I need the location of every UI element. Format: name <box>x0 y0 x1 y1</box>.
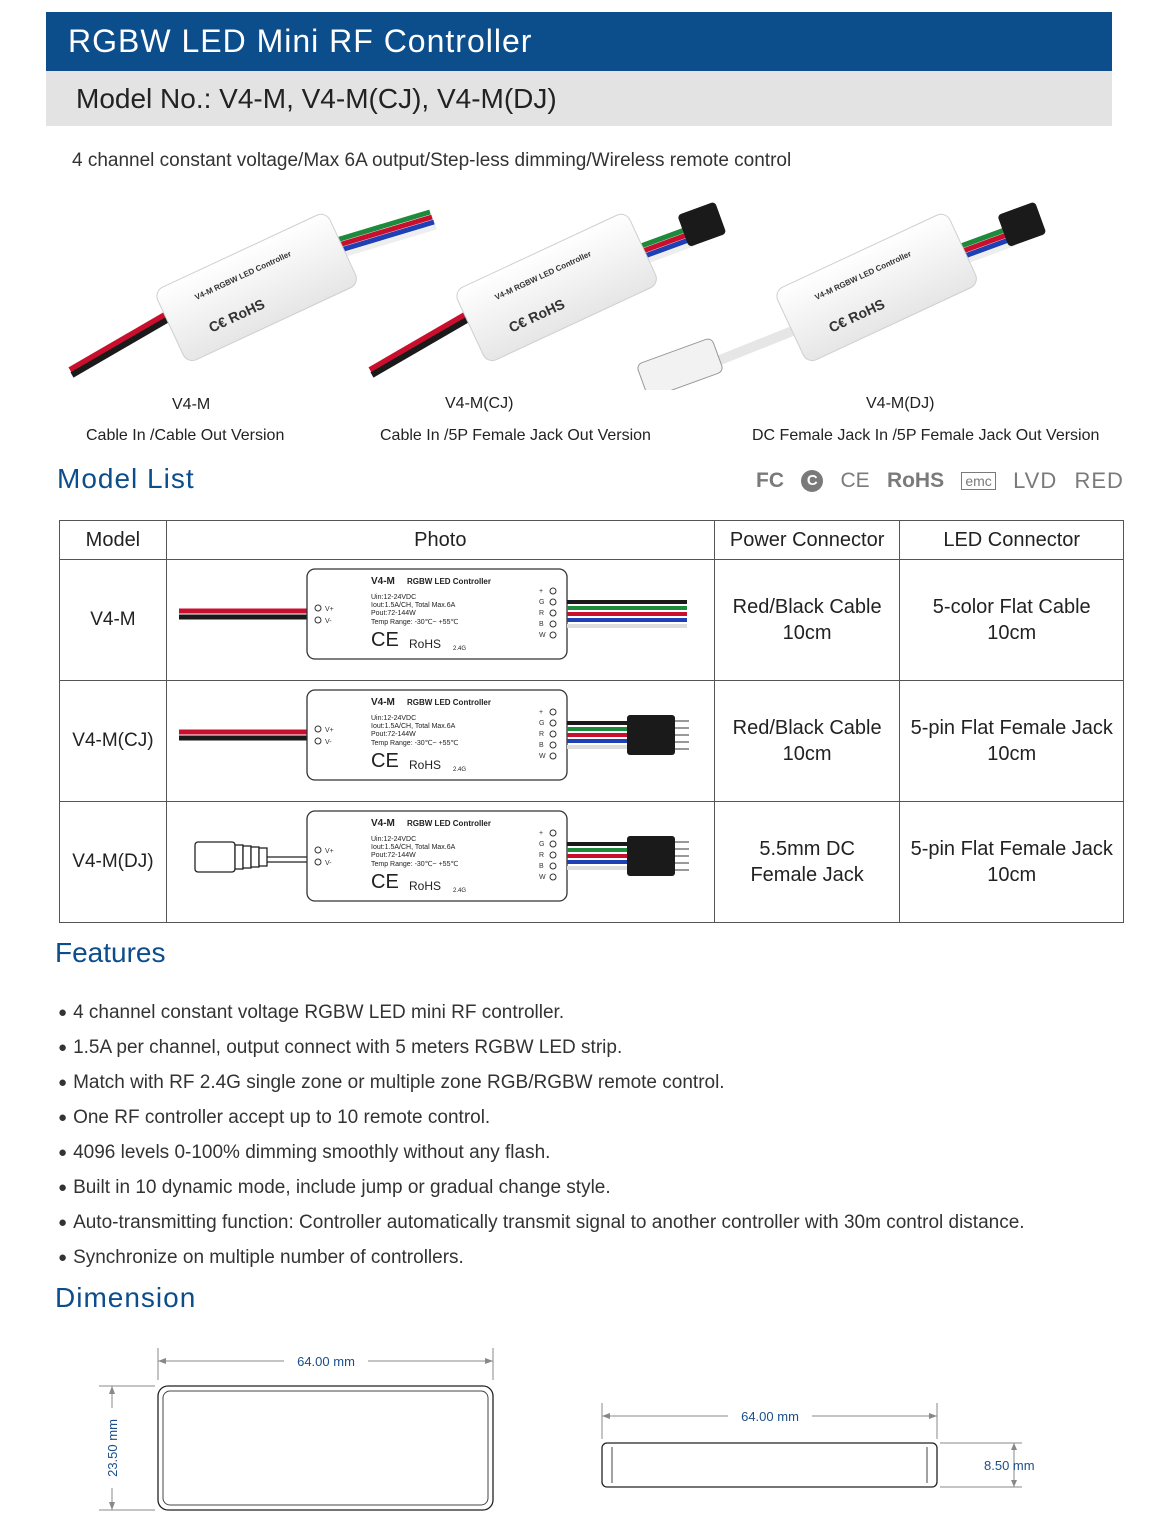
svg-text:C€ RoHS: C€ RoHS <box>826 295 888 336</box>
red-mark: RED <box>1074 468 1124 493</box>
power-connector-line-2: Female Jack <box>750 864 864 886</box>
list-item: ● One RF controller accept up to 10 remote control. <box>58 1101 1138 1136</box>
svg-text:V+: V+ <box>325 848 335 855</box>
row-photo <box>166 560 714 681</box>
led-connector-line-2: 10cm <box>987 864 1037 886</box>
svg-text:2.4G: 2.4G <box>453 888 467 894</box>
svg-text:RoHS: RoHS <box>409 879 442 893</box>
power-connector-line-1: 5.5mm DC <box>759 838 855 860</box>
dimension-side-view <box>590 1395 1060 1495</box>
hero-products <box>0 190 1170 390</box>
svg-text:C€ RoHS: C€ RoHS <box>506 295 568 336</box>
row-photo <box>166 681 714 802</box>
led-connector-line-1: 5-color Flat Cable <box>932 596 1091 618</box>
svg-text:Pout:72-144W: Pout:72-144W <box>371 610 417 617</box>
svg-text:G: G <box>539 720 545 727</box>
svg-text:W: W <box>539 874 546 881</box>
row-led-connector <box>900 560 1124 681</box>
svg-text:R: R <box>539 610 545 617</box>
table-row <box>60 560 1124 681</box>
svg-text:RoHS: RoHS <box>409 758 442 772</box>
hero-model-1: V4-M <box>172 396 211 413</box>
power-connector-line-1: Red/Black Cable <box>732 717 882 739</box>
row-model: V4-M(CJ) <box>60 681 167 802</box>
side-height-label: 8.50 mm <box>984 1458 1035 1473</box>
svg-text:Temp Range: -30℃~ +55℃: Temp Range: -30℃~ +55℃ <box>371 619 459 626</box>
svg-text:RGBW LED Controller: RGBW LED Controller <box>407 819 492 828</box>
row-led-connector <box>900 681 1124 802</box>
row-led-connector <box>900 802 1124 923</box>
svg-text:V+: V+ <box>325 606 335 613</box>
features-heading: Features <box>55 937 166 968</box>
svg-text:+: + <box>539 830 544 837</box>
svg-text:W: W <box>539 753 546 760</box>
dimension-heading: Dimension <box>55 1282 197 1313</box>
svg-text:Iout:1.5A/CH, Total Max.6A: Iout:1.5A/CH, Total Max.6A <box>371 844 456 851</box>
svg-text:R: R <box>539 731 545 738</box>
led-connector-line-1: 5-pin Flat Female Jack <box>910 838 1113 860</box>
svg-text:Uin:12-24VDC: Uin:12-24VDC <box>371 715 417 722</box>
dimension-top-view <box>95 1340 515 1520</box>
table-header-row <box>60 521 1124 560</box>
svg-text:B: B <box>539 742 544 749</box>
svg-text:V-: V- <box>325 860 332 867</box>
svg-text:Iout:1.5A/CH, Total Max.6A: Iout:1.5A/CH, Total Max.6A <box>371 602 456 609</box>
page-title: RGBW LED Mini RF Controller <box>68 23 533 59</box>
svg-text:RGBW LED Controller: RGBW LED Controller <box>407 698 492 707</box>
controller-photo-jack-out <box>167 681 713 793</box>
model-list-table <box>59 520 1124 923</box>
row-model: V4-M <box>60 560 167 681</box>
svg-text:V4-M RGBW LED Controller: V4-M RGBW LED Controller <box>493 249 593 302</box>
tagline: 4 channel constant voltage/Max 6A output/Step-less dimming/Wireless remote control <box>72 150 792 171</box>
svg-text:CE: CE <box>371 629 400 651</box>
svg-text:2.4G: 2.4G <box>453 767 467 773</box>
list-item: ● 1.5A per channel, output connect with 5 meters RGBW LED strip. <box>58 1031 1138 1066</box>
emc-mark: emc <box>961 472 995 490</box>
header-led-connector: LED Connector <box>900 521 1124 560</box>
svg-text:+: + <box>539 709 544 716</box>
row-photo <box>166 802 714 923</box>
svg-text:V4-M: V4-M <box>371 697 396 708</box>
table-row <box>60 681 1124 802</box>
svg-text:V-: V- <box>325 618 332 625</box>
svg-text:RoHS: RoHS <box>409 637 442 651</box>
svg-text:G: G <box>539 599 545 606</box>
svg-text:Pout:72-144W: Pout:72-144W <box>371 731 417 738</box>
list-item: ● Match with RF 2.4G single zone or multiple zone RGB/RGBW remote control. <box>58 1066 1138 1101</box>
svg-text:RGBW LED Controller: RGBW LED Controller <box>407 577 492 586</box>
svg-text:V4-M RGBW LED Controller: V4-M RGBW LED Controller <box>193 249 293 302</box>
svg-text:V-: V- <box>325 739 332 746</box>
power-connector-line-1: Red/Black Cable <box>732 596 882 618</box>
svg-text:Uin:12-24VDC: Uin:12-24VDC <box>371 836 417 843</box>
c-tick-mark: C <box>801 470 823 492</box>
list-item: ● 4 channel constant voltage RGBW LED mini RF controller. <box>58 996 1138 1031</box>
svg-text:2.4G: 2.4G <box>453 646 467 652</box>
hero-caption-1: Cable In /Cable Out Version <box>86 427 285 444</box>
row-power-connector <box>714 560 900 681</box>
svg-text:V4-M RGBW LED Controller: V4-M RGBW LED Controller <box>813 249 913 302</box>
model-number: Model No.: V4-M, V4-M(CJ), V4-M(DJ) <box>76 83 557 114</box>
led-connector-line-1: 5-pin Flat Female Jack <box>910 717 1113 739</box>
hero-model-3: V4-M(DJ) <box>866 395 935 412</box>
controller-photo-cable <box>167 560 713 672</box>
list-item: ● Auto-transmitting function: Controller automatically transmit signal to another controller with 30m control distance. <box>58 1206 1138 1241</box>
header-model: Model <box>60 521 167 560</box>
svg-text:B: B <box>539 621 544 628</box>
top-height-label: 23.50 mm <box>105 1419 120 1477</box>
svg-text:C€ RoHS: C€ RoHS <box>206 295 268 336</box>
svg-text:G: G <box>539 841 545 848</box>
rohs-mark: RoHS <box>886 469 945 492</box>
led-connector-line-2: 10cm <box>987 622 1037 644</box>
svg-text:CE: CE <box>371 750 400 772</box>
ce-mark: CE <box>840 469 870 492</box>
model-number-bar <box>46 71 1112 126</box>
row-power-connector <box>714 802 900 923</box>
svg-text:V4-M: V4-M <box>371 818 396 829</box>
list-item: ● Built in 10 dynamic mode, include jump or gradual change style. <box>58 1171 1138 1206</box>
row-power-connector <box>714 681 900 802</box>
svg-text:B: B <box>539 863 544 870</box>
svg-text:CE: CE <box>371 871 400 893</box>
power-connector-line-2: 10cm <box>782 743 832 765</box>
table-row <box>60 802 1124 923</box>
svg-text:R: R <box>539 852 545 859</box>
fcc-mark: FC <box>756 469 784 492</box>
hero-model-2: V4-M(CJ) <box>445 395 514 412</box>
svg-text:Uin:12-24VDC: Uin:12-24VDC <box>371 594 417 601</box>
power-connector-line-2: 10cm <box>782 622 832 644</box>
header-photo: Photo <box>166 521 714 560</box>
svg-text:Temp Range: -30℃~ +55℃: Temp Range: -30℃~ +55℃ <box>371 861 459 868</box>
model-list-heading: Model List <box>57 463 195 494</box>
svg-text:W: W <box>539 632 546 639</box>
svg-text:Iout:1.5A/CH, Total Max.6A: Iout:1.5A/CH, Total Max.6A <box>371 723 456 730</box>
header-power-connector: Power Connector <box>714 521 900 560</box>
certification-marks <box>756 466 1124 496</box>
svg-text:Pout:72-144W: Pout:72-144W <box>371 852 417 859</box>
title-bar <box>46 12 1112 71</box>
features-list <box>58 996 1138 1276</box>
svg-text:Temp Range: -30℃~ +55℃: Temp Range: -30℃~ +55℃ <box>371 740 459 747</box>
hero-caption-3: DC Female Jack In /5P Female Jack Out Version <box>752 427 1100 444</box>
svg-text:V+: V+ <box>325 727 335 734</box>
list-item: ● Synchronize on multiple number of controllers. <box>58 1241 1138 1276</box>
led-connector-line-2: 10cm <box>987 743 1037 765</box>
top-width-label: 64.00 mm <box>297 1354 355 1369</box>
lvd-mark: LVD <box>1013 468 1058 493</box>
row-model: V4-M(DJ) <box>60 802 167 923</box>
side-width-label: 64.00 mm <box>741 1409 799 1424</box>
hero-caption-2: Cable In /5P Female Jack Out Version <box>380 427 651 444</box>
hero-product-v4m <box>70 211 436 375</box>
svg-text:+: + <box>539 588 544 595</box>
controller-photo-dc-jack <box>167 802 713 914</box>
list-item: ● 4096 levels 0-100% dimming smoothly without any flash. <box>58 1136 1138 1171</box>
svg-text:V4-M: V4-M <box>371 576 396 587</box>
